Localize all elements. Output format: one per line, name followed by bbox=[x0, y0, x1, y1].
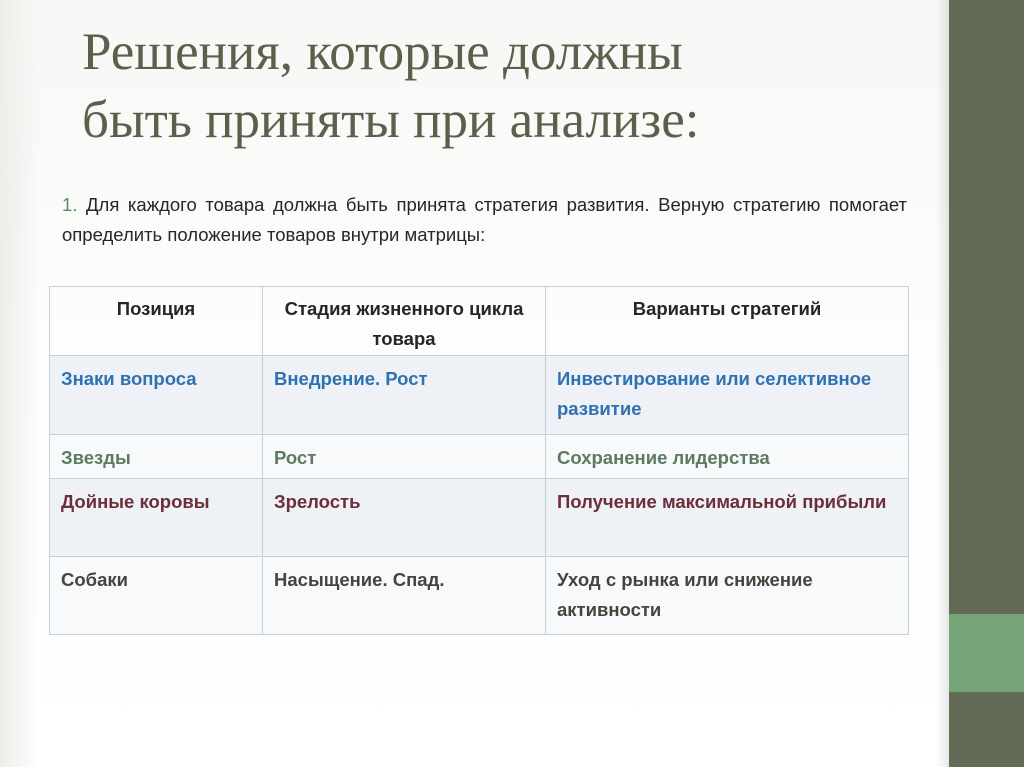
cell-strategy: Инвестирование или селективное развитие bbox=[546, 356, 909, 435]
cell-position: Дойные коровы bbox=[50, 479, 263, 557]
cell-stage: Насыщение. Спад. bbox=[263, 557, 546, 635]
table-row bbox=[50, 356, 909, 435]
side-accent bbox=[949, 614, 1024, 692]
table-row bbox=[50, 435, 909, 479]
header-stage: Стадия жизненного цикла товара bbox=[263, 287, 546, 356]
header-position: Позиция bbox=[50, 287, 263, 356]
slide-title-line1: Решения, которые должны bbox=[82, 23, 683, 81]
intro-paragraph bbox=[62, 190, 907, 250]
intro-number: 1. bbox=[62, 194, 78, 215]
slide-title-line2: быть приняты при анализе: bbox=[82, 91, 700, 149]
header-strategy: Варианты стратегий bbox=[546, 287, 909, 356]
edge-shadow bbox=[936, 0, 950, 767]
cell-stage: Внедрение. Рост bbox=[263, 356, 546, 435]
cell-stage: Рост bbox=[263, 435, 546, 479]
table-row bbox=[50, 557, 909, 635]
strategy-table bbox=[49, 286, 909, 635]
table-header-row bbox=[50, 287, 909, 356]
cell-stage: Зрелость bbox=[263, 479, 546, 557]
cell-strategy: Получение максимальной прибыли bbox=[546, 479, 909, 557]
intro-text: Для каждого товара должна быть принята стратегия развития. Верную стратегию помогает определить положение товаров внутри матрицы: bbox=[62, 194, 908, 245]
cell-position: Звезды bbox=[50, 435, 263, 479]
left-fade bbox=[0, 0, 40, 767]
table-row bbox=[50, 479, 909, 557]
cell-position: Знаки вопроса bbox=[50, 356, 263, 435]
cell-position: Собаки bbox=[50, 557, 263, 635]
slide-title bbox=[82, 18, 912, 154]
cell-strategy: Сохранение лидерства bbox=[546, 435, 909, 479]
cell-strategy: Уход с рынка или снижение активности bbox=[546, 557, 909, 635]
